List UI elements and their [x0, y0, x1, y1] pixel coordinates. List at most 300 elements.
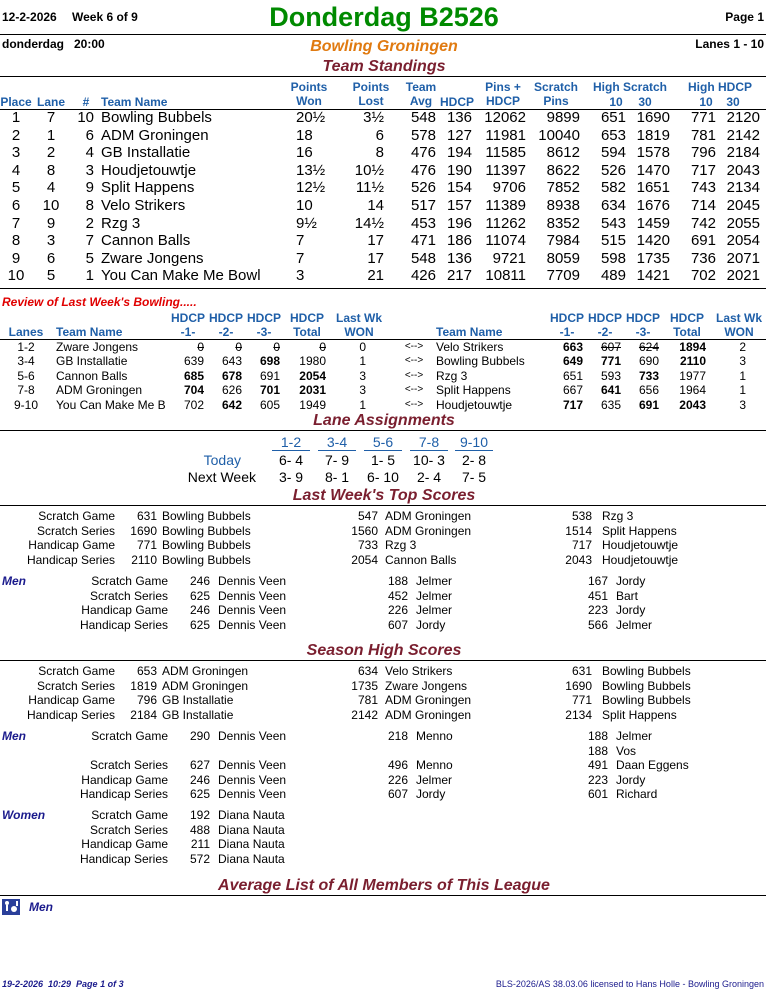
top-team-row-4-label: Handicap Series: [26, 552, 115, 567]
lanes-divider: [0, 430, 766, 431]
standings-pins-hdcp-2: 11981: [485, 126, 526, 144]
standings-num-4: 3: [85, 161, 94, 179]
top-men-row-1-value-1: 246: [189, 574, 210, 588]
lanes-title: Lane Assignments: [313, 412, 455, 429]
standings-hdcp-1: 136: [446, 109, 472, 126]
top-men-row-2-label: Scratch Series: [89, 588, 168, 603]
standings-num-2: 6: [85, 126, 94, 144]
hdr-scratch-pins: Scratch Pins: [533, 80, 579, 108]
standings-place-10: 10: [7, 267, 25, 285]
review-arrow-5: <-->: [404, 398, 424, 410]
lane-pair-3-4: 3-4: [318, 434, 356, 451]
review-right-g2-5: 635: [600, 397, 621, 412]
season-men-row-2-label: Handicap Game: [81, 772, 168, 787]
next-week-7-8: 2- 4: [416, 469, 442, 485]
review-right-g2-4: 641: [600, 383, 621, 398]
standings-team-6: Velo Strikers: [101, 197, 186, 214]
season-team-row-3-label: Handicap Game: [28, 693, 115, 708]
season-women-label: Women: [2, 808, 46, 822]
standings-avg-1: 548: [410, 109, 436, 126]
standings-hs30-10: 1421: [636, 267, 670, 285]
season-men-row-1-name-1: Dennis Veen: [218, 758, 287, 772]
standings-hs30-5: 1651: [636, 179, 670, 197]
lane-pair-5-6: 5-6: [364, 434, 402, 451]
review-right-total-1: 1894: [679, 340, 706, 354]
season-team-row-4-value-3: 2134: [565, 707, 592, 722]
hdr-hs30: 30: [638, 95, 652, 109]
top-men-row-2-value-3: 451: [587, 588, 608, 603]
top-men-row-1-name-2: Jelmer: [416, 574, 453, 588]
standings-num-7: 2: [85, 214, 94, 232]
review-arrow-2: <-->: [404, 355, 424, 367]
standings-pts-won-2: 18: [296, 126, 313, 144]
hdr-pins-hdcp: Pins + HDCP: [485, 80, 521, 108]
standings-hs30-8: 1420: [636, 232, 670, 250]
season-men-scratch-game-label: Scratch Game: [91, 729, 168, 743]
season-team-row-3-value-2: 781: [357, 693, 378, 708]
standings-team-1: Bowling Bubbels: [101, 109, 212, 126]
review-right-g1-5: 717: [562, 397, 583, 412]
season-men-scratch-game-value-1: 290: [189, 729, 210, 743]
season-women-row-1-value: 192: [189, 808, 210, 822]
average-divider: [0, 895, 766, 896]
lanes-range: Lanes 1 - 10: [695, 37, 764, 51]
review-left-team-5: You Can Make Me B: [56, 397, 166, 412]
season-women-row-1-name: Diana Nauta: [218, 808, 285, 822]
review-right-total-3: 1977: [679, 368, 706, 383]
standings-hh30-7: 2055: [726, 214, 760, 232]
standings-pins-hdcp-10: 10811: [485, 267, 526, 285]
season-women-row-1-label: Scratch Game: [91, 808, 168, 822]
top-team-row-3-label: Handicap Game: [28, 538, 115, 553]
standings-team-2: ADM Groningen: [101, 126, 209, 144]
review-left-g1-2: 639: [183, 354, 204, 369]
standings-hs10-7: 543: [600, 214, 626, 232]
standings-hs30-7: 1459: [636, 214, 670, 232]
season-team-row-1-label: Scratch Game: [38, 664, 115, 678]
review-left-total-5: 1949: [299, 397, 326, 412]
season-men-scratch-game-name-3b: Vos: [616, 743, 637, 758]
standings-avg-6: 517: [410, 197, 436, 214]
hdr-team-avg: Team Avg: [405, 80, 437, 108]
standings-hdcp-6: 157: [446, 197, 472, 214]
rv-hdr-h2-left: HDCP -2-: [208, 311, 243, 339]
standings-avg-5: 526: [410, 179, 436, 197]
top-scores-divider: [0, 505, 766, 506]
top-team-row-2-name-3: Split Happens: [602, 523, 677, 538]
center-name: Bowling Groningen: [310, 38, 458, 55]
season-team-row-2-label: Scratch Series: [36, 678, 115, 693]
top-team-row-1-name-1: Bowling Bubbels: [162, 509, 251, 523]
review-arrow-4: <-->: [404, 384, 424, 396]
standings-pts-won-3: 16: [296, 144, 313, 162]
standings-team-4: Houdjetouwtje: [101, 161, 197, 179]
review-right-g2-2: 771: [600, 354, 621, 369]
standings-num-5: 9: [85, 179, 94, 197]
top-men-row-3-label: Handicap Game: [81, 603, 168, 618]
season-team-row-3-name-1: GB Installatie: [162, 693, 234, 708]
review-right-team-3: Rzg 3: [436, 368, 468, 383]
review-left-g3-2: 698: [259, 354, 280, 369]
review-right-g3-5: 691: [638, 397, 659, 412]
rv-hdr-h3-left: HDCP -3-: [246, 311, 281, 339]
review-left-g1-5: 702: [183, 397, 204, 412]
top-team-row-4-name-1: Bowling Bubbels: [162, 552, 251, 567]
season-women-row-4-label: Handicap Series: [79, 851, 168, 866]
season-women-row-4-value: 572: [189, 851, 210, 866]
standings-pts-won-6: 10: [296, 197, 313, 214]
review-left-g3-3: 691: [259, 368, 280, 383]
standings-hh30-6: 2045: [726, 197, 760, 214]
standings-top-divider: [0, 76, 766, 77]
standings-hs10-3: 594: [600, 144, 626, 162]
standings-hdcp-8: 186: [446, 232, 472, 250]
top-team-row-2-name-2: ADM Groningen: [385, 523, 472, 538]
season-men-row-3-name-3: Richard: [616, 787, 658, 802]
season-men-row-3-value-3: 601: [587, 787, 608, 802]
review-left-g2-5: 642: [221, 397, 242, 412]
review-right-g1-1: 663: [562, 340, 583, 354]
standings-scratch-pins-5: 7852: [546, 179, 580, 197]
standings-num-8: 7: [85, 232, 94, 250]
standings-num-3: 4: [85, 144, 94, 162]
top-men-row-1-name-1: Dennis Veen: [218, 574, 287, 588]
review-left-g3-5: 605: [259, 397, 280, 412]
season-divider: [0, 660, 766, 661]
season-men-row-3-name-2: Jordy: [416, 787, 446, 802]
hdr-points-lost: Points Lost: [352, 80, 390, 108]
standings-num-9: 5: [85, 249, 94, 267]
standings-lane-10: 5: [46, 267, 56, 285]
standings-avg-10: 426: [410, 267, 436, 285]
season-team-row-2-name-2: Zware Jongens: [385, 678, 468, 693]
standings-pins-hdcp-5: 9706: [492, 179, 526, 197]
top-men-row-4-name-3: Jelmer: [616, 617, 653, 632]
season-team-row-4-name-3: Split Happens: [602, 707, 677, 722]
standings-pts-lost-9: 17: [367, 249, 384, 267]
season-men-row-2-value-2: 226: [387, 772, 408, 787]
season-team-row-4-name-2: ADM Groningen: [385, 707, 472, 722]
review-right-team-5: Houdjetouwtje: [436, 397, 513, 412]
today-3-4: 7- 9: [324, 452, 350, 468]
top-men-row-4-name-2: Jordy: [416, 617, 446, 632]
top-team-row-3-name-1: Bowling Bubbels: [162, 538, 251, 553]
standings-num-10: 1: [85, 267, 94, 285]
standings-scratch-pins-9: 8059: [546, 249, 580, 267]
review-left-team-1: Zware Jongens: [56, 340, 139, 354]
review-left-total-4: 2031: [299, 383, 326, 398]
season-men-row-3-value-2: 607: [387, 787, 408, 802]
hdr-high-hdcp: High HDCP: [688, 80, 752, 94]
top-team-row-2-label: Scratch Series: [36, 523, 115, 538]
hdr-high-scratch: High Scratch: [592, 80, 667, 94]
standings-lane-2: 1: [46, 126, 56, 144]
review-right-total-2: 2110: [679, 354, 706, 369]
hdr-hs10: 10: [609, 95, 623, 109]
top-men-row-4-label: Handicap Series: [79, 617, 168, 632]
review-right-won-5: 3: [739, 397, 746, 412]
season-men-scratch-game-name-3a: Jelmer: [616, 729, 653, 743]
standings-hh10-6: 714: [690, 197, 716, 214]
standings-hdcp-2: 127: [446, 126, 472, 144]
standings-hs10-9: 598: [600, 249, 626, 267]
standings-pts-lost-4: 10½: [354, 161, 384, 179]
standings-pts-won-9: 7: [296, 249, 305, 267]
standings-hh30-9: 2071: [726, 249, 760, 267]
standings-hs10-1: 651: [600, 109, 626, 126]
season-men-row-2-value-3: 223: [587, 772, 608, 787]
standings-team-7: Rzg 3: [101, 214, 141, 232]
review-title: Review of Last Week's Bowling.....: [2, 295, 197, 309]
standings-lane-8: 3: [46, 232, 56, 250]
standings-lane-4: 8: [46, 161, 56, 179]
standings-lane-3: 2: [46, 144, 56, 162]
season-men-scratch-game-name-2: Menno: [416, 729, 453, 743]
rv-hdr-won-right: Last Wk WON: [716, 311, 763, 339]
review-left-g1-4: 704: [183, 383, 204, 398]
standings-pts-lost-1: 3½: [363, 109, 384, 126]
standings-pts-won-4: 13½: [296, 161, 326, 179]
review-lanes-3: 5-6: [17, 368, 35, 383]
standings-pts-lost-2: 6: [375, 126, 384, 144]
season-team-row-4-name-1: GB Installatie: [162, 707, 234, 722]
review-right-g1-2: 649: [562, 354, 583, 369]
standings-team-10: You Can Make Me Bowl: [101, 267, 261, 285]
review-right-won-3: 1: [739, 368, 746, 383]
review-right-won-2: 3: [739, 354, 746, 369]
standings-avg-3: 476: [410, 144, 436, 162]
standings-bottom-divider: [0, 288, 766, 289]
season-women-row-2-name: Diana Nauta: [218, 822, 285, 837]
standings-hh30-8: 2054: [726, 232, 760, 250]
standings-scratch-pins-10: 7709: [546, 267, 580, 285]
review-left-g2-4: 626: [221, 383, 242, 398]
standings-scratch-pins-8: 7984: [546, 232, 580, 250]
average-men-label: Men: [29, 900, 53, 914]
page-number: Page 1: [725, 10, 764, 24]
standings-hh10-1: 771: [690, 109, 716, 126]
top-men-row-4-value-3: 566: [587, 617, 608, 632]
hdr-points-won: Points Won: [290, 80, 328, 108]
standings-hh30-1: 2120: [726, 109, 760, 126]
review-right-g3-2: 690: [638, 354, 659, 369]
top-team-row-3-value-3: 717: [571, 538, 592, 553]
rv-hdr-h1-right: HDCP -1-: [549, 311, 584, 339]
top-team-row-4-name-2: Cannon Balls: [385, 552, 457, 567]
review-left-team-2: GB Installatie: [56, 354, 128, 369]
standings-hh30-2: 2142: [726, 126, 760, 144]
standings-hdcp-5: 154: [446, 179, 472, 197]
season-men-row-2-name-1: Dennis Veen: [218, 772, 287, 787]
rv-hdr-won-left: Last Wk WON: [336, 311, 383, 339]
standings-pins-hdcp-9: 9721: [492, 249, 526, 267]
footer-right: BLS-2026/AS 38.03.06 licensed to Hans Holle - Bowling Groningen: [495, 979, 764, 989]
standings-lane-6: 10: [42, 197, 60, 214]
top-men-row-3-value-3: 223: [587, 603, 608, 618]
season-team-row-1-value-2: 634: [357, 664, 378, 678]
season-men-row-1-name-2: Menno: [416, 758, 453, 772]
rv-hdr-team-left: Team Name: [56, 325, 123, 339]
top-team-row-4-value-2: 2054: [351, 552, 378, 567]
review-right-team-1: Velo Strikers: [436, 340, 504, 354]
top-men-row-2-name-3: Bart: [616, 588, 639, 603]
standings-hs30-6: 1676: [636, 197, 670, 214]
review-lanes-4: 7-8: [17, 383, 35, 398]
top-team-row-2-name-1: Bowling Bubbels: [162, 523, 251, 538]
top-scores-title: Last Week's Top Scores: [292, 487, 476, 504]
standings-pts-lost-7: 14½: [354, 214, 384, 232]
standings-pts-lost-5: 11½: [355, 179, 384, 197]
standings-place-2: 2: [11, 126, 21, 144]
rv-hdr-h1-left: HDCP -1-: [170, 311, 205, 339]
season-men-label: Men: [2, 729, 26, 743]
standings-avg-8: 471: [410, 232, 436, 250]
review-right-g3-4: 656: [638, 383, 659, 398]
season-men-row-2-value-1: 246: [189, 772, 210, 787]
standings-pins-hdcp-3: 11585: [485, 144, 526, 162]
top-men-row-3-name-1: Dennis Veen: [218, 603, 287, 618]
today-label: Today: [203, 452, 241, 468]
rv-hdr-h2-right: HDCP -2-: [587, 311, 622, 339]
standings-hh10-7: 742: [690, 214, 716, 232]
season-team-row-4-label: Handicap Series: [26, 707, 115, 722]
standings-place-1: 1: [11, 109, 21, 126]
standings-hs10-5: 582: [600, 179, 626, 197]
standings-place-7: 7: [11, 214, 21, 232]
season-women-row-3-name: Diana Nauta: [218, 837, 285, 852]
standings-avg-4: 476: [410, 161, 436, 179]
top-team-row-3-value-2: 733: [357, 538, 378, 553]
lane-pair-9-10: 9-10: [455, 434, 493, 451]
review-arrow-3: <-->: [404, 369, 424, 381]
footer-left: 19-2-2026 10:29 Page 1 of 3: [2, 979, 124, 989]
season-team-row-2-value-2: 1735: [351, 678, 378, 693]
review-right-total-4: 1964: [679, 383, 706, 398]
season-team-row-4-value-2: 2142: [351, 707, 378, 722]
review-left-won-3: 3: [359, 368, 366, 383]
season-women-row-2-label: Scratch Series: [89, 822, 168, 837]
hdr-lane: Lane: [36, 95, 65, 109]
season-women-row-3-label: Handicap Game: [81, 837, 168, 852]
standings-hs10-4: 526: [600, 161, 626, 179]
top-men-row-2-name-1: Dennis Veen: [218, 588, 287, 603]
top-team-row-2-value-3: 1514: [565, 523, 592, 538]
standings-place-9: 9: [11, 249, 21, 267]
review-right-g2-3: 593: [600, 368, 621, 383]
season-team-row-1-value-3: 631: [571, 664, 592, 678]
standings-place-3: 3: [11, 144, 21, 162]
rv-hdr-total-left: HDCP Total: [289, 311, 324, 339]
hdr-hh30: 30: [726, 95, 740, 109]
top-team-row-4-value-3: 2043: [565, 552, 592, 567]
top-men-row-3-value-2: 226: [387, 603, 408, 618]
top-men-row-3-value-1: 246: [189, 603, 210, 618]
season-team-row-3-value-1: 796: [136, 693, 157, 708]
top-team-row-1-value-3: 538: [571, 509, 592, 523]
standings-hh10-2: 781: [690, 126, 716, 144]
standings-avg-7: 453: [410, 214, 436, 232]
standings-scratch-pins-4: 8622: [546, 161, 580, 179]
top-men-row-4-value-1: 625: [189, 617, 210, 632]
season-men-row-1-value-1: 627: [189, 758, 210, 772]
standings-hdcp-4: 190: [446, 161, 472, 179]
lane-pair-7-8: 7-8: [410, 434, 448, 451]
standings-lane-7: 9: [46, 214, 56, 232]
standings-hh10-5: 743: [690, 179, 716, 197]
next-week-1-2: 3- 9: [278, 469, 304, 485]
standings-hs10-8: 515: [600, 232, 626, 250]
review-right-team-2: Bowling Bubbels: [436, 354, 525, 369]
standings-hh30-4: 2043: [726, 161, 760, 179]
standings-team-9: Zware Jongens: [101, 249, 204, 267]
top-team-row-2-value-1: 1690: [130, 523, 157, 538]
season-team-row-3-name-3: Bowling Bubbels: [602, 693, 691, 708]
review-left-g2-3: 678: [221, 368, 242, 383]
standings-scratch-pins-6: 8938: [546, 197, 580, 214]
top-men-row-2-value-2: 452: [387, 588, 408, 603]
standings-avg-9: 548: [410, 249, 436, 267]
season-women-row-4-name: Diana Nauta: [218, 851, 285, 866]
season-men-scratch-game-value-3a: 188: [587, 729, 608, 743]
standings-hdcp-3: 194: [446, 144, 472, 162]
print-date: 12-2-2026: [2, 10, 57, 24]
season-team-row-3-value-3: 771: [571, 693, 592, 708]
standings-pts-won-7: 9½: [296, 214, 317, 232]
hdr-hh10: 10: [699, 95, 713, 109]
standings-hs30-3: 1578: [636, 144, 670, 162]
standings-hs10-10: 489: [600, 267, 626, 285]
standings-hs30-9: 1735: [636, 249, 670, 267]
season-team-row-3-name-2: ADM Groningen: [385, 693, 472, 708]
season-team-row-1-name-2: Velo Strikers: [385, 664, 453, 678]
next-week-3-4: 8- 1: [324, 469, 350, 485]
standings-pts-won-1: 20½: [296, 109, 326, 126]
review-arrow-1: <-->: [404, 341, 424, 352]
standings-pins-hdcp-8: 11074: [485, 232, 526, 250]
top-men-row-4-name-1: Dennis Veen: [218, 617, 287, 632]
standings-pts-lost-3: 8: [375, 144, 384, 162]
review-right-g2-1: 607: [600, 340, 621, 354]
top-team-row-3-value-1: 771: [136, 538, 157, 553]
review-lanes-5: 9-10: [13, 397, 39, 412]
standings-lane-5: 4: [46, 179, 56, 197]
standings-hdcp-9: 136: [446, 249, 472, 267]
season-team-row-1-value-1: 653: [136, 664, 157, 678]
standings-scratch-pins-2: 10040: [538, 126, 580, 144]
top-men-label: Men: [2, 574, 26, 588]
standings-pins-hdcp-6: 11389: [485, 197, 526, 214]
standings-lane-1: 7: [46, 109, 56, 126]
standings-pins-hdcp-7: 11262: [485, 214, 526, 232]
standings-scratch-pins-7: 8352: [546, 214, 580, 232]
review-right-won-1: 2: [739, 340, 746, 354]
standings-hh10-8: 691: [690, 232, 716, 250]
standings-pts-won-5: 12½: [296, 179, 326, 197]
review-left-total-3: 2054: [299, 368, 326, 383]
season-team-row-2-name-1: ADM Groningen: [162, 678, 249, 693]
standings-num-1: 10: [77, 109, 94, 126]
top-team-row-1-value-1: 631: [136, 509, 157, 523]
review-left-g1-1: 0: [197, 340, 204, 354]
bowler-icon: [2, 899, 20, 915]
standings-place-4: 4: [11, 161, 21, 179]
season-women-row-2-value: 488: [189, 822, 210, 837]
standings-scratch-pins-3: 8612: [546, 144, 580, 162]
next-week-label: Next Week: [187, 469, 256, 485]
standings-hdcp-7: 196: [446, 214, 472, 232]
standings-pins-hdcp-4: 11397: [485, 161, 526, 179]
hdr-num: #: [82, 95, 90, 109]
